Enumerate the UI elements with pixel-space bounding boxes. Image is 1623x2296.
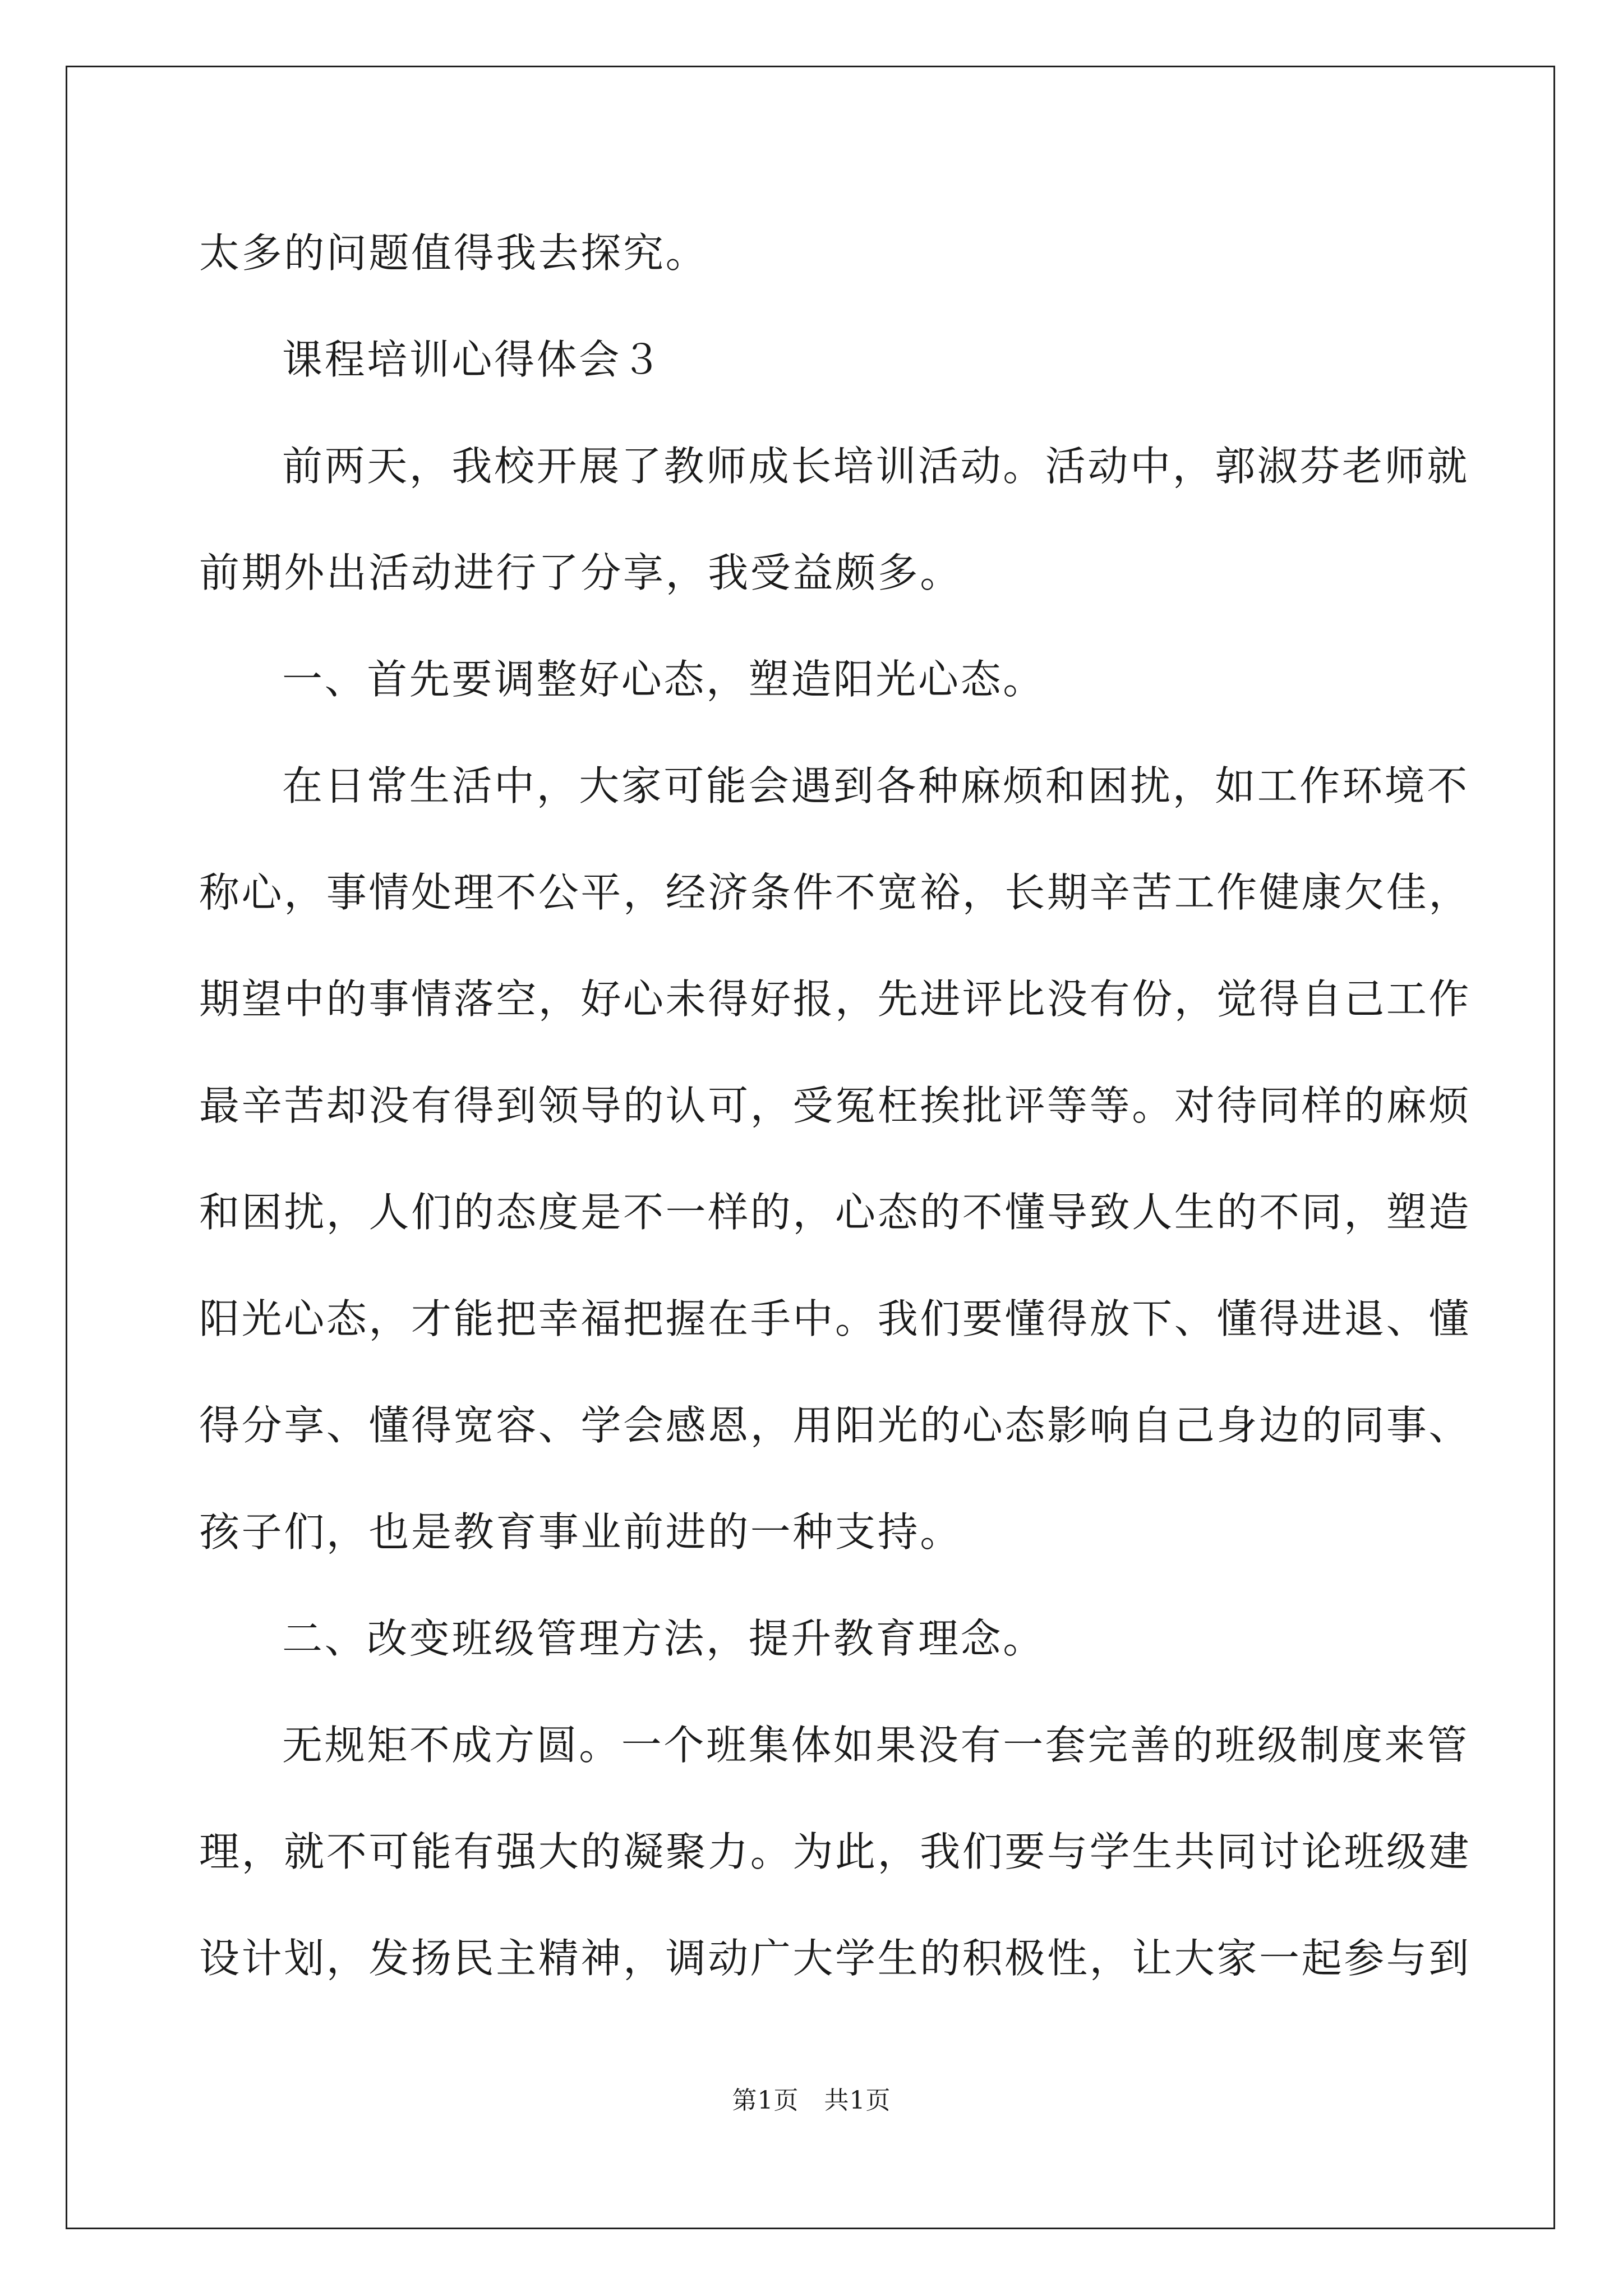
text-line: 无规矩不成方圆。一个班集体如果没有一套完善的班级制度来管 xyxy=(282,1722,1469,1769)
text-line: 得分享、懂得宽容、学会感恩，用阳光的心态影响自己身边的同事、 xyxy=(199,1402,1472,1449)
document-body xyxy=(199,217,1472,2028)
text-line: 期望中的事情落空，好心未得好报，先进评比没有份，觉得自己工作 xyxy=(199,976,1472,1023)
section-heading: 课程培训心得体会３ xyxy=(282,336,664,383)
text-line: 理，就不可能有强大的凝聚力。为此，我们要与学生共同讨论班级建 xyxy=(199,1828,1472,1875)
text-line: 阳光心态，才能把幸福把握在手中。我们要懂得放下、懂得进退、懂 xyxy=(199,1295,1472,1342)
text-line: 前两天，我校开展了教师成长培训活动。活动中，郭淑芬老师就 xyxy=(282,443,1469,490)
text-line: 最辛苦却没有得到领导的认可，受冤枉挨批评等等。对待同样的麻烦 xyxy=(199,1082,1472,1129)
text-line: 设计划，发扬民主精神，调动广大学生的积极性，让大家一起参与到 xyxy=(199,1935,1472,1982)
text-line: 和困扰，人们的态度是不一样的，心态的不懂导致人生的不同，塑造 xyxy=(199,1189,1472,1236)
section-subheading: 二、改变班级管理方法，提升教育理念。 xyxy=(282,1615,1045,1662)
page-number-footer: 第1页 共1页 xyxy=(732,2086,891,2115)
text-line: 前期外出活动进行了分享，我受益颇多。 xyxy=(199,549,962,596)
text-line: 称心，事情处理不公平，经济条件不宽裕，长期辛苦工作健康欠佳， xyxy=(199,869,1472,916)
text-line: 太多的问题值得我去探究。 xyxy=(199,229,708,277)
text-line: 孩子们，也是教育事业前进的一种支持。 xyxy=(199,1508,962,1556)
text-line: 在日常生活中，大家可能会遇到各种麻烦和困扰，如工作环境不 xyxy=(282,762,1469,809)
section-subheading: 一、首先要调整好心态，塑造阳光心态。 xyxy=(282,656,1045,703)
